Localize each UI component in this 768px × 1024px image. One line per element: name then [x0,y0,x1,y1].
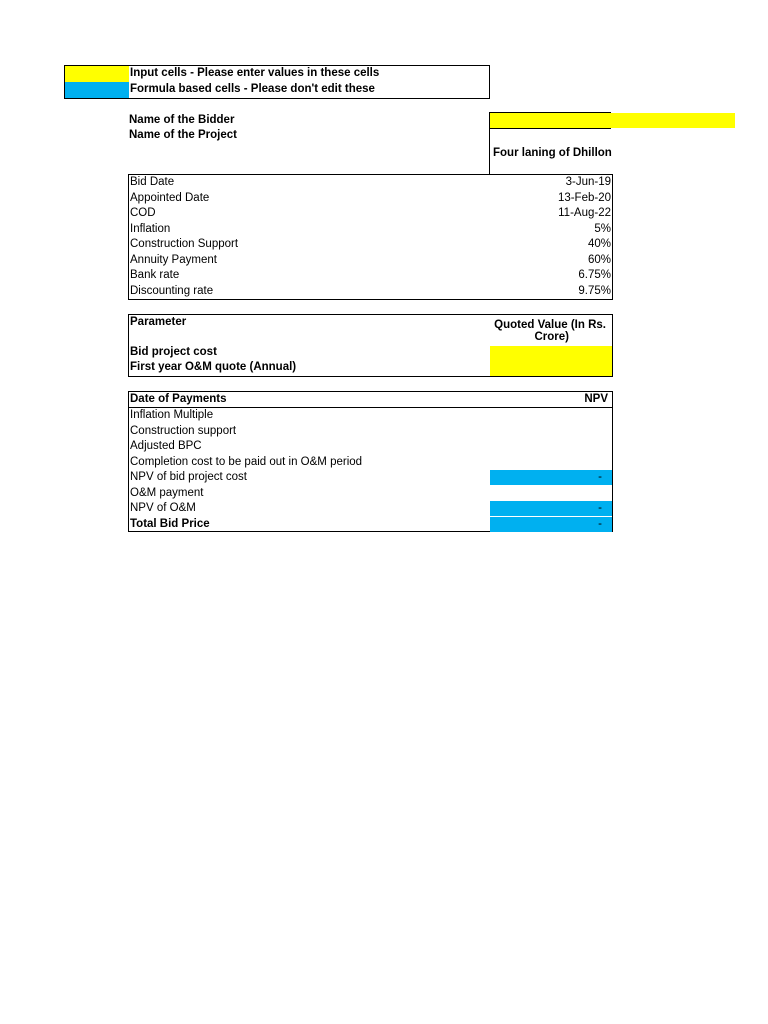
assumption-label: Appointed Date [130,191,210,204]
assumption-label: Annuity Payment [130,253,217,266]
discounting-rate-value[interactable]: 9.75% [578,284,611,297]
quoted-value-header-line1: Quoted Value (In Rs. [494,319,606,331]
om-quote-label: First year O&M quote (Annual) [130,361,297,373]
table-row [129,408,612,424]
table-row [129,424,612,440]
table-row [129,486,612,502]
assumption-label: Bank rate [130,269,180,281]
payment-label: O&M payment [130,486,204,499]
npv-om-value: - [598,502,602,514]
formula-cell [490,517,612,532]
project-name-value: Four laning of Dhillon [493,147,612,159]
table-row [129,501,612,517]
assumption-label: COD [130,207,156,219]
assumptions-table [128,174,613,300]
divider [489,128,611,129]
formula-cell-swatch [65,82,129,98]
table-row [129,253,612,269]
payment-label: Inflation Multiple [130,409,214,421]
inflation-value[interactable]: 5% [594,222,611,235]
quote-table [128,314,613,377]
bidder-name-label: Name of the Bidder [129,114,235,126]
payment-label: Construction support [130,424,237,437]
payment-label: Completion cost to be paid out in O&M period [130,455,363,468]
payment-label: NPV of O&M [130,502,196,514]
table-row [129,191,612,207]
om-quote-input[interactable] [490,361,612,376]
payments-table [128,391,613,532]
table-row [129,517,612,533]
table-row [129,439,612,455]
table-row [129,206,612,222]
quoted-value-header-line2: Crore) [534,331,569,343]
payment-label: Adjusted BPC [130,440,202,452]
formula-cells-legend-label: Formula based cells - Please don't edit these [130,83,375,95]
project-name-label: Name of the Project [129,129,237,141]
table-row [129,237,612,253]
assumption-label: Bid Date [130,176,175,188]
legend-box [64,65,490,99]
parameter-header: Parameter [130,316,187,328]
assumption-label: Construction Support [130,238,239,250]
total-bid-price-label: Total Bid Price [130,517,210,530]
bank-rate-value[interactable]: 6.75% [578,269,611,281]
assumption-label: Inflation [130,222,171,235]
bid-date-value[interactable]: 3-Jun-19 [565,176,611,188]
table-row [129,284,612,300]
npv-header: NPV [584,393,608,405]
appointed-date-value[interactable]: 13-Feb-20 [557,191,611,204]
divider [489,112,611,113]
table-row [129,175,612,191]
input-cells-legend-label: Input cells - Please enter values in these cells [130,67,380,79]
payment-label: NPV of bid project cost [130,471,247,483]
construction-support-value[interactable]: 40% [587,238,611,250]
table-row [129,268,612,284]
project-name-cell [489,112,612,174]
table-header-row [129,392,612,408]
total-bid-price-value: - [598,517,602,530]
input-cell-swatch [65,66,129,82]
formula-cell [490,470,612,485]
bid-project-cost-input[interactable] [490,346,612,361]
formula-cell [490,501,612,516]
npv-bid-project-cost-value: - [598,471,602,483]
table-row [129,455,612,471]
date-of-payments-header: Date of Payments [130,393,227,405]
assumption-label: Discounting rate [130,284,214,297]
table-row [129,222,612,238]
cod-value[interactable]: 11-Aug-22 [558,207,611,219]
annuity-payment-value[interactable]: 60% [587,253,611,266]
bid-project-cost-label: Bid project cost [130,346,217,358]
table-row [129,470,612,486]
